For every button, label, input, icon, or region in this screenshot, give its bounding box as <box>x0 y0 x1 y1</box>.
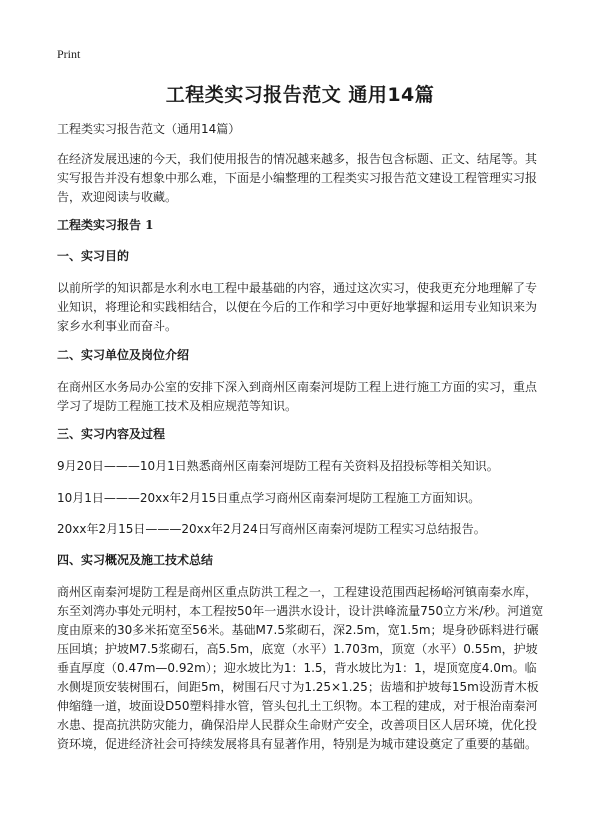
page-title: 工程类实习报告范文 通用14篇 <box>165 84 435 106</box>
timeline-item: 20xx年2月15日———20xx年2月24日写商州区南秦河堤防工程实习总结报告。 <box>57 522 486 536</box>
document-subtitle: 工程类实习报告范文（通用14篇） <box>57 122 241 136</box>
report-heading: 工程类实习报告 1 <box>57 218 154 232</box>
section-heading-process: 三、实习内容及过程 <box>57 427 166 441</box>
section-body-unit: 在商州区水务局办公室的安排下深入到商州区南秦河堤防工程上进行施工方面的实习，重点学习了堤防工程施工技术及相应规范等知识。 <box>57 380 538 413</box>
timeline-item: 9月20日———10月1日熟悉商州区南秦河堤防工程有关资料及招投标等相关知识。 <box>57 459 499 473</box>
timeline-item: 10月1日———20xx年2月15日重点学习商州区南秦河堤防工程施工方面知识。 <box>57 491 481 505</box>
section-body-purpose: 以前所学的知识都是水利水电工程中最基础的内容，通过这次实习，使我更充分地理解了专业知识，将理论和实践相结合，以便在今后的工作和学习中更好地掌握和运用专业知识来为家乡水利事业而奋斗。 <box>57 281 538 333</box>
section-heading-unit: 二、实习单位及岗位介绍 <box>57 348 190 362</box>
section-body-summary: 商州区南秦河堤防工程是商州区重点防洪工程之一，工程建设范围西起杨峪河镇南秦水库，东至刘湾办事处元明村，本工程按50年一遇洪水设计，设计洪峰流量750立方米/秒。河道宽度由原来的30多米拓宽至56米。基础M7.5浆砌石，深2.5m，宽1.5m；堤身砂砾料进行碾压回填；护坡M7.5浆砌石，高5.5m，底宽（水平）1.703m，顶宽（水平）0.55m，护坡垂直厚度（0.47m—0.92m）；迎水坡比为1：1.5，背水坡比为1：1，堤顶宽度4.0m。临水侧堤顶安装树围石，间距5m，树围石尺寸为1.25×1.25；齿墙和护坡每15m设沥青木板伸缩缝一道，坡面设D50塑料排水管，管头包扎土工织物。本工程的建成，对于根治南秦河水患、提高抗洪防灾能力，确保沿岸人民群众生命财产安全，改善项目区人居环境，优化投资环境，促进经济社会可持续发展将具有显著作用，特别是为城市建设奠定了重要的基础。 <box>57 585 544 751</box>
print-link[interactable]: Print <box>57 47 81 61</box>
intro-paragraph: 在经济发展迅速的今天，我们使用报告的情况越来越多，报告包含标题、正文、结尾等。其实写报告并没有想象中那么难，下面是小编整理的工程类实习报告范文建设工程管理实习报告，欢迎阅读与收藏。 <box>57 152 538 204</box>
section-heading-summary: 四、实习概况及施工技术总结 <box>57 553 214 567</box>
section-heading-purpose: 一、实习目的 <box>57 249 130 263</box>
